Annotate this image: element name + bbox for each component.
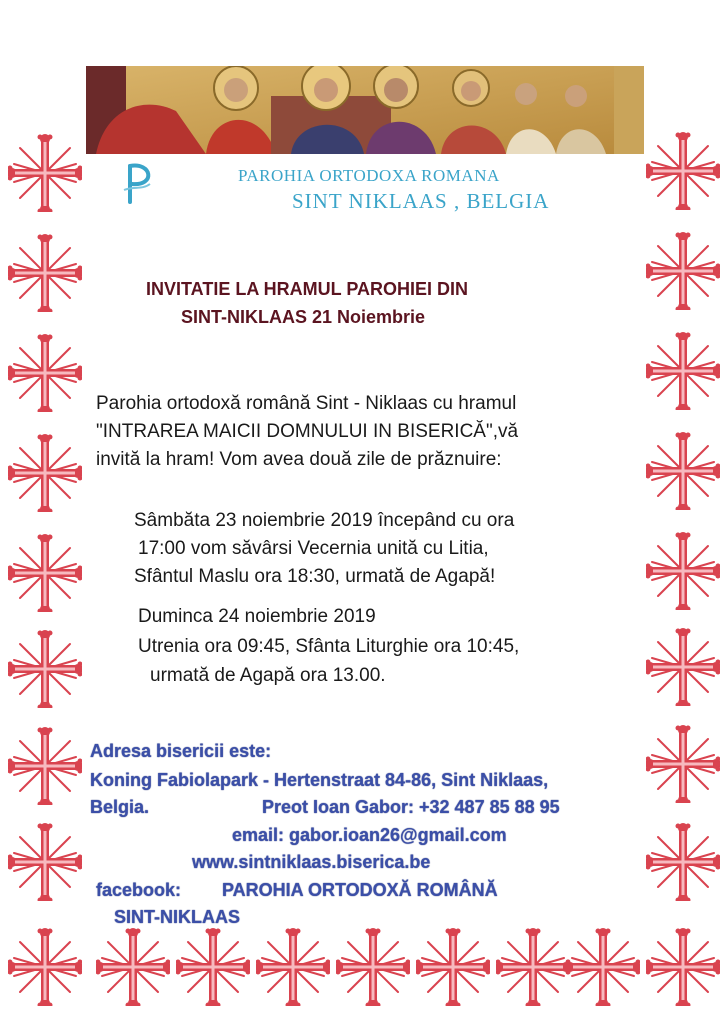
orthodox-cross-icon [8, 134, 82, 212]
orthodox-cross-icon [256, 928, 330, 1006]
icon-painting-banner [86, 66, 644, 154]
orthodox-cross-icon [8, 434, 82, 512]
orthodox-cross-icon [646, 232, 720, 310]
orthodox-cross-icon [8, 630, 82, 708]
orthodox-cross-icon [336, 928, 410, 1006]
orthodox-cross-icon [8, 823, 82, 901]
orthodox-cross-icon [646, 628, 720, 706]
intro-line-2: "INTRAREA MAICII DOMNULUI IN BISERICĂ",vă [96, 421, 519, 442]
saturday-line-3: Sfântul Maslu ora 18:30, urmată de Agapă! [134, 566, 496, 587]
orthodox-cross-icon [646, 332, 720, 410]
orthodox-cross-icon [646, 532, 720, 610]
email-link[interactable]: email: gabor.ioan26@gmail.com [232, 825, 507, 845]
website-link[interactable]: www.sintniklaas.biserica.be [192, 852, 431, 872]
intro-line-1: Parohia ortodoxă română Sint - Niklaas cu hramul [96, 393, 517, 414]
orthodox-cross-icon [96, 928, 170, 1006]
orthodox-cross-icon [176, 928, 250, 1006]
p-logo-icon [122, 160, 156, 204]
orthodox-cross-icon [646, 132, 720, 210]
orthodox-cross-icon [8, 234, 82, 312]
orthodox-cross-icon [8, 534, 82, 612]
facebook-page-name[interactable]: PAROHIA ORTODOXĂ ROMÂNĂ [222, 880, 498, 900]
sunday-line-3: urmată de Agapă ora 13.00. [150, 665, 386, 686]
invitation-title-line2: SINT-NIKLAAS 21 Noiembrie [181, 307, 426, 327]
orthodox-cross-icon [416, 928, 490, 1006]
facebook-label: facebook: [96, 880, 182, 900]
priest-phone: Preot Ioan Gabor: +32 487 85 88 95 [262, 797, 560, 817]
orthodox-cross-icon [496, 928, 570, 1006]
orthodox-cross-icon [646, 432, 720, 510]
facebook-page-name-2[interactable]: SINT-NIKLAAS [114, 907, 240, 927]
orthodox-cross-icon [646, 725, 720, 803]
orthodox-cross-icon [8, 334, 82, 412]
orthodox-cross-icon [646, 928, 720, 1006]
orthodox-cross-icon [8, 727, 82, 805]
invitation-title-line1: INVITATIE LA HRAMUL PAROHIEI DIN [146, 279, 468, 299]
orthodox-cross-icon [646, 823, 720, 901]
address-label: Adresa bisericii este: [90, 741, 272, 761]
parish-name: PAROHIA ORTODOXA ROMANA [238, 166, 500, 185]
sunday-line-1: Duminca 24 noiembrie 2019 [138, 606, 376, 627]
address-line: Koning Fabiolapark - Hertenstraat 84-86, Sint Niklaas, [90, 770, 549, 790]
saturday-line-2: 17:00 vom săvârsi Vecernia unită cu Litia, [138, 538, 489, 559]
parish-location: SINT NIKLAAS , BELGIA [292, 189, 550, 213]
orthodox-cross-icon [566, 928, 640, 1006]
saturday-line-1: Sâmbăta 23 noiembrie 2019 începând cu ora [134, 510, 515, 531]
intro-line-3: invită la hram! Vom avea două zile de prăznuire: [96, 449, 502, 470]
address-country: Belgia. [90, 797, 150, 817]
orthodox-cross-icon [8, 928, 82, 1006]
sunday-line-2: Utrenia ora 09:45, Sfânta Liturghie ora 10:45, [138, 636, 520, 657]
